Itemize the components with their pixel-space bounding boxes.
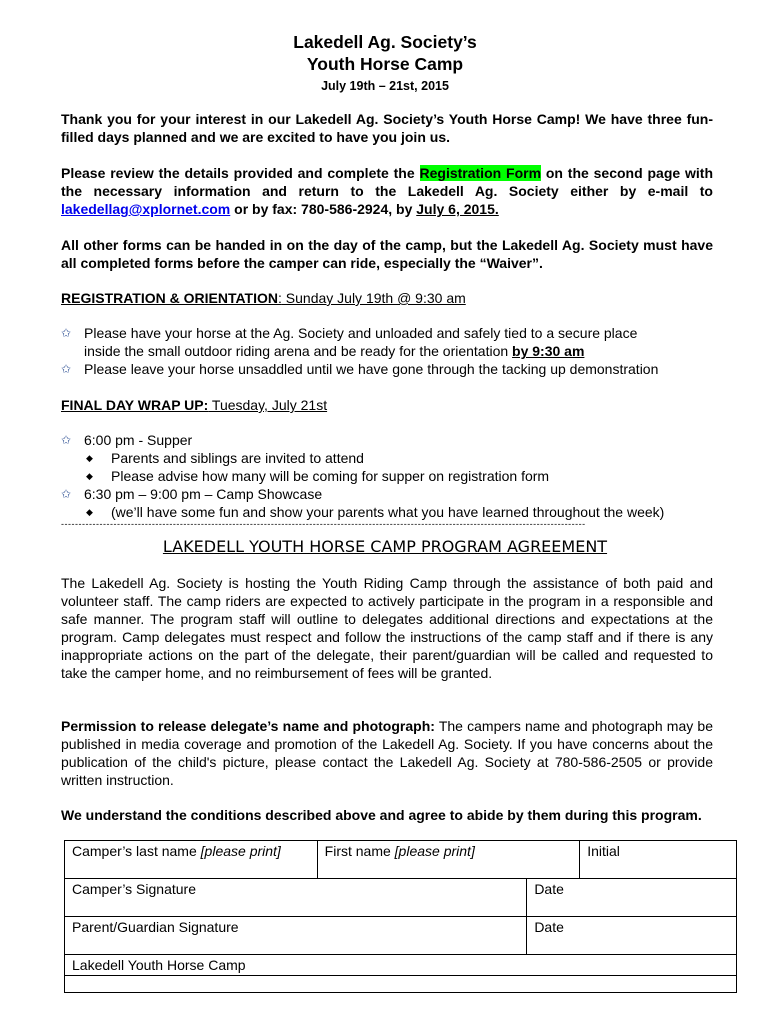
wrapup-heading-line bbox=[61, 396, 327, 414]
diamond-bullet-icon: ◆ bbox=[86, 471, 93, 481]
camper-date-field[interactable] bbox=[527, 879, 737, 917]
last-name-hint: [please print] bbox=[200, 843, 281, 859]
registration-when: Sunday July 19th @ 9:30 am bbox=[281, 290, 466, 306]
intro-paragraph-3: All other forms can be handed in on the day of the camp, but the Lakedell Ag. Society must have all completed forms before the camper can ride, especially the “Waiver”. bbox=[61, 237, 713, 271]
p2-fax: or by fax: 780-586-2924, by bbox=[230, 201, 417, 217]
agreement-body: The Lakedell Ag. Society is hosting the Youth Riding Camp through the assistance of both paid and volunteer staff. The camp riders are expected to actively participate in the program in a responsible and safe manner. The program staff will outline to delegates additional directions and expectations at the program. Camp delegates must respect and follow the instructions of the camp staff and if there is any inappropriate actions on the part of the delegate, their parent/guardian will be called and requested to take the camper home, and no reimbursement of fees will be granted. bbox=[61, 575, 713, 681]
wrapup-heading: FINAL DAY WRAP UP: bbox=[61, 397, 209, 413]
last-name-label: Camper’s last name bbox=[72, 843, 201, 859]
intro-paragraph-1: Thank you for your interest in our Lakedell Ag. Society’s Youth Horse Camp! We have three fun-filled days planned and we are excited to have you join us. bbox=[61, 111, 713, 145]
p2-text-after: on the second page with the necessary information and return to the Lakedell Ag. Society either by e-mail to bbox=[61, 165, 713, 199]
p2-text-before: Please review the details provided and complete the bbox=[61, 165, 420, 181]
parent-date-label: Date bbox=[534, 919, 564, 935]
agreement-title: LAKEDELL YOUTH HORSE CAMP PROGRAM AGREEMENT bbox=[162, 537, 608, 556]
permission-paragraph bbox=[61, 717, 713, 789]
agreement-statement: We understand the conditions described above and agree to abide by them during this program. bbox=[61, 807, 702, 823]
signature-form-table bbox=[64, 840, 737, 993]
camper-date-label: Date bbox=[534, 881, 564, 897]
supper-item: 6:00 pm - Supper bbox=[84, 432, 193, 448]
star-bullet-icon: ✩ bbox=[61, 433, 72, 447]
initial-label: Initial bbox=[587, 843, 620, 859]
blank-row bbox=[65, 976, 737, 993]
parent-date-field[interactable] bbox=[527, 917, 737, 955]
intro-paragraph-2 bbox=[61, 164, 713, 218]
diamond-bullet-icon: ◆ bbox=[86, 453, 93, 463]
last-name-field[interactable] bbox=[65, 841, 318, 879]
registration-heading: REGISTRATION & ORIENTATION bbox=[61, 290, 278, 306]
camp-dates: July 19th – 21st, 2015 bbox=[321, 79, 449, 93]
star-bullet-icon: ✩ bbox=[61, 326, 72, 340]
registration-item-1: Please have your horse at the Ag. Society and unloaded and safely tied to a secure place bbox=[84, 325, 638, 341]
supper-sub-1: Parents and siblings are invited to attend bbox=[111, 450, 364, 466]
star-bullet-icon: ✩ bbox=[61, 487, 72, 501]
showcase-item: 6:30 pm – 9:00 pm – Camp Showcase bbox=[84, 486, 323, 502]
registration-heading-line bbox=[61, 289, 466, 307]
initial-field[interactable] bbox=[580, 841, 737, 879]
email-link[interactable]: lakedellag@xplornet.com bbox=[61, 201, 231, 217]
camper-signature-label: Camper’s Signature bbox=[72, 881, 196, 897]
star-bullet-icon: ✩ bbox=[61, 362, 72, 376]
orientation-time: by 9:30 am bbox=[512, 343, 585, 359]
first-name-field[interactable] bbox=[317, 841, 580, 879]
camp-name-cell bbox=[65, 955, 737, 976]
registration-item-2: Please leave your horse unsaddled until we have gone through the tacking up demonstration bbox=[84, 361, 659, 377]
parent-signature-field[interactable] bbox=[65, 917, 527, 955]
camper-signature-field[interactable] bbox=[65, 879, 527, 917]
supper-sub-2: Please advise how many will be coming for supper on registration form bbox=[111, 468, 550, 484]
registration-item-1-cont-text: inside the small outdoor riding arena and be ready for the orientation bbox=[84, 343, 513, 359]
permission-body: The campers name and photograph may be published in media coverage and promotion of the Lakedell Ag. Society. If you have concerns about the publication of the child's picture, please contact the Lakedell Ag. Society at 780-586-2505 or provide written instruction. bbox=[61, 718, 713, 788]
title-line-1: Lakedell Ag. Society’s bbox=[293, 32, 477, 52]
registration-item-1-cont bbox=[84, 342, 584, 360]
wrapup-when: Tuesday, July 21st bbox=[208, 397, 328, 413]
deadline-date: July 6, 2015. bbox=[416, 201, 499, 217]
first-name-label: First name bbox=[324, 843, 395, 859]
first-name-hint: [please print] bbox=[394, 843, 475, 859]
diamond-bullet-icon: ◆ bbox=[86, 507, 93, 517]
camp-name-label: Lakedell Youth Horse Camp bbox=[72, 957, 246, 973]
parent-signature-label: Parent/Guardian Signature bbox=[72, 919, 239, 935]
registration-separator: : bbox=[278, 290, 282, 306]
title-line-2: Youth Horse Camp bbox=[306, 54, 464, 74]
permission-label: Permission to release delegate’s name and photograph: bbox=[61, 718, 435, 734]
cut-line-divider: ------------------------------------------------------------------------------------------------------------------------------------------------------ bbox=[61, 519, 586, 529]
showcase-sub-1: (we’ll have some fun and show your parents what you have learned throughout the week) bbox=[111, 504, 665, 520]
registration-form-highlight: Registration Form bbox=[419, 165, 542, 181]
